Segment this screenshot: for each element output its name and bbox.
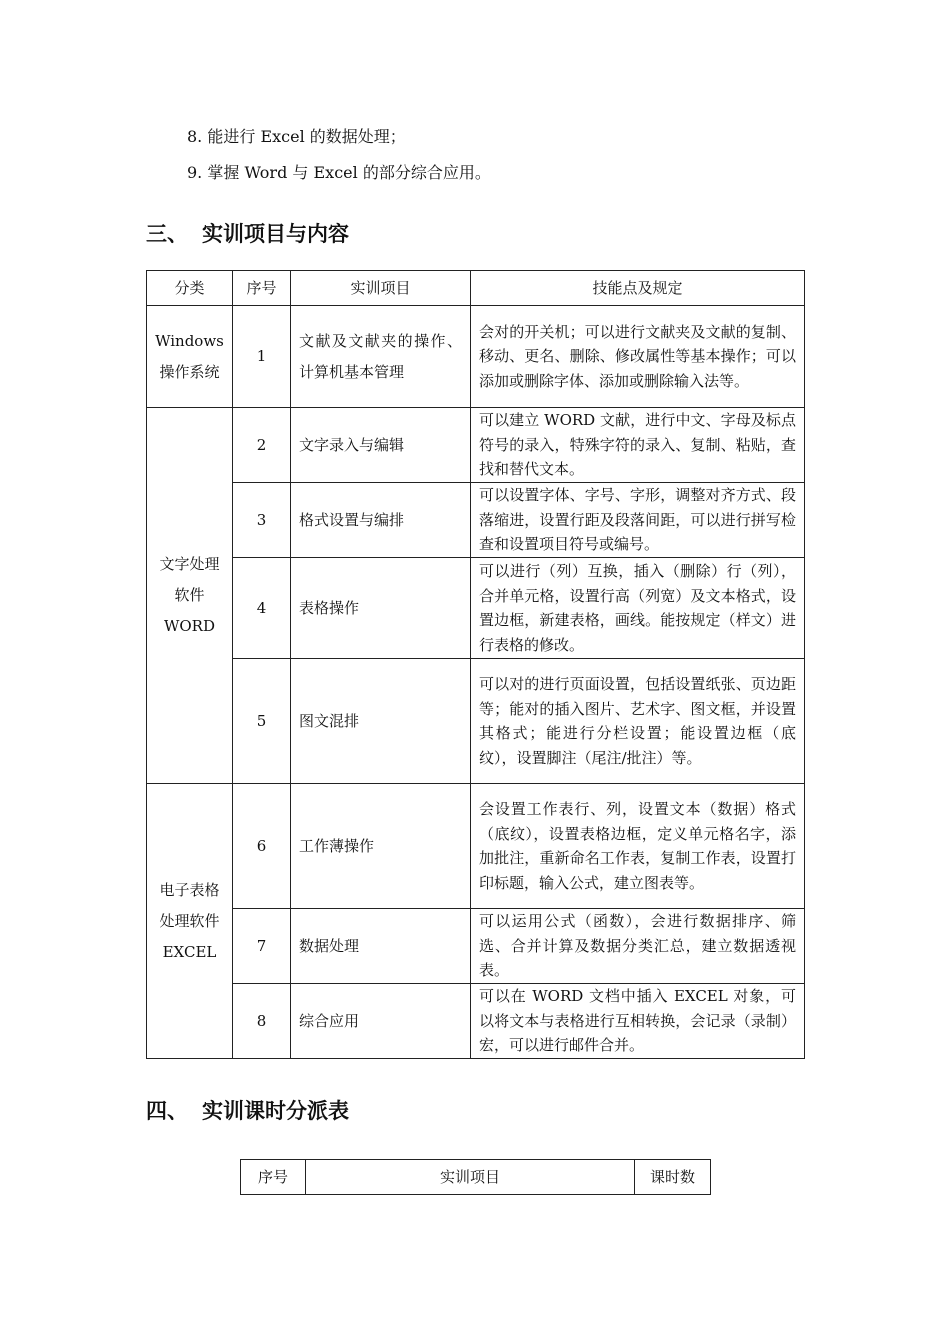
table-row (147, 659, 805, 784)
section-heading-3 (146, 221, 349, 247)
section-number: 三、 (146, 222, 188, 246)
row-skills: 可以建立 WORD 文献，进行中文、字母及标点符号的录入，特殊字符的录入、复制、粘贴，查找和替代文本。 (471, 408, 805, 483)
row-skills: 可以运用公式（函数），会进行数据排序、筛选、合并计算及数据分类汇总，建立数据透视表。 (471, 909, 805, 984)
row-project: 数据处理 (291, 909, 471, 984)
row-skills: 会设置工作表行、列，设置文本（数据）格式（底纹），设置表格边框，定义单元格名字，添加批注，重新命名工作表，复制工作表，设置打印标题，输入公式，建立图表等。 (471, 784, 805, 909)
header-project: 实训项目 (306, 1160, 635, 1195)
training-content-table (146, 270, 805, 1059)
row-skills: 可以对的进行页面设置，包括设置纸张、页边距等；能对的插入图片、艺术字、图文框，并设置其格式；能进行分栏设置；能设置边框（底纹），设置脚注（尾注/批注）等。 (471, 659, 805, 784)
row-number: 5 (233, 659, 291, 784)
table-header-row (147, 271, 805, 306)
row-skills: 可以在 WORD 文档中插入 EXCEL 对象，可以将文本与表格进行互相转换，会记录（录制）宏，可以进行邮件合并。 (471, 984, 805, 1059)
category-line: 处理软件 (159, 911, 220, 930)
category-cell-excel (147, 784, 233, 1059)
header-hours: 课时数 (635, 1160, 711, 1195)
row-skills: 可以进行（列）互换，插入（删除）行（列），合并单元格，设置行高（列宽）及文本格式，设置边框，新建表格，画线。能按规定（样文）进行表格的修改。 (471, 558, 805, 659)
row-number: 7 (233, 909, 291, 984)
table-row (147, 483, 805, 558)
category-line: 电子表格 (159, 880, 220, 899)
category-line: EXCEL (162, 942, 217, 961)
table-row (147, 784, 805, 909)
row-number: 1 (233, 306, 291, 408)
section-title: 实训项目与内容 (202, 222, 349, 246)
row-number: 4 (233, 558, 291, 659)
row-number: 8 (233, 984, 291, 1059)
category-line: Windows (155, 331, 224, 350)
row-project: 文献及文献夹的操作、计算机基本管理 (291, 306, 471, 408)
row-skills: 会对的开关机；可以进行文献夹及文献的复制、移动、更名、删除、修改属性等基本操作；可以添加或删除字体、添加或删除输入法等。 (471, 306, 805, 408)
row-number: 3 (233, 483, 291, 558)
row-project: 工作薄操作 (291, 784, 471, 909)
table-header-row (241, 1160, 711, 1195)
list-item-9: 9. 掌握 Word 与 Excel 的部分综合应用。 (187, 163, 491, 182)
row-project: 表格操作 (291, 558, 471, 659)
category-line: 文字处理 (159, 555, 220, 573)
section-heading-4 (146, 1098, 349, 1124)
row-project: 格式设置与编排 (291, 483, 471, 558)
category-line: WORD (163, 617, 216, 635)
section-number: 四、 (146, 1099, 188, 1123)
table-row (147, 408, 805, 483)
row-skills: 可以设置字体、字号、字形，调整对齐方式、段落缩进，设置行距及段落间距，可以进行拼写检查和设置项目符号或编号。 (471, 483, 805, 558)
category-line: 操作系统 (159, 362, 220, 381)
section-title: 实训课时分派表 (202, 1099, 349, 1123)
hours-allocation-table (240, 1159, 711, 1195)
table-row (147, 306, 805, 408)
row-project: 文字录入与编辑 (291, 408, 471, 483)
header-project: 实训项目 (291, 271, 471, 306)
row-project: 图文混排 (291, 659, 471, 784)
header-number: 序号 (233, 271, 291, 306)
row-project: 综合应用 (291, 984, 471, 1059)
table-row (147, 984, 805, 1059)
category-cell-windows (147, 306, 233, 408)
header-number: 序号 (241, 1160, 306, 1195)
category-line: 软件 (174, 586, 205, 604)
table-row (147, 909, 805, 984)
row-number: 6 (233, 784, 291, 909)
list-item-8: 8. 能进行 Excel 的数据处理； (187, 127, 406, 146)
header-skills: 技能点及规定 (471, 271, 805, 306)
table-row (147, 558, 805, 659)
header-category: 分类 (147, 271, 233, 306)
row-number: 2 (233, 408, 291, 483)
category-cell-word (147, 408, 233, 784)
